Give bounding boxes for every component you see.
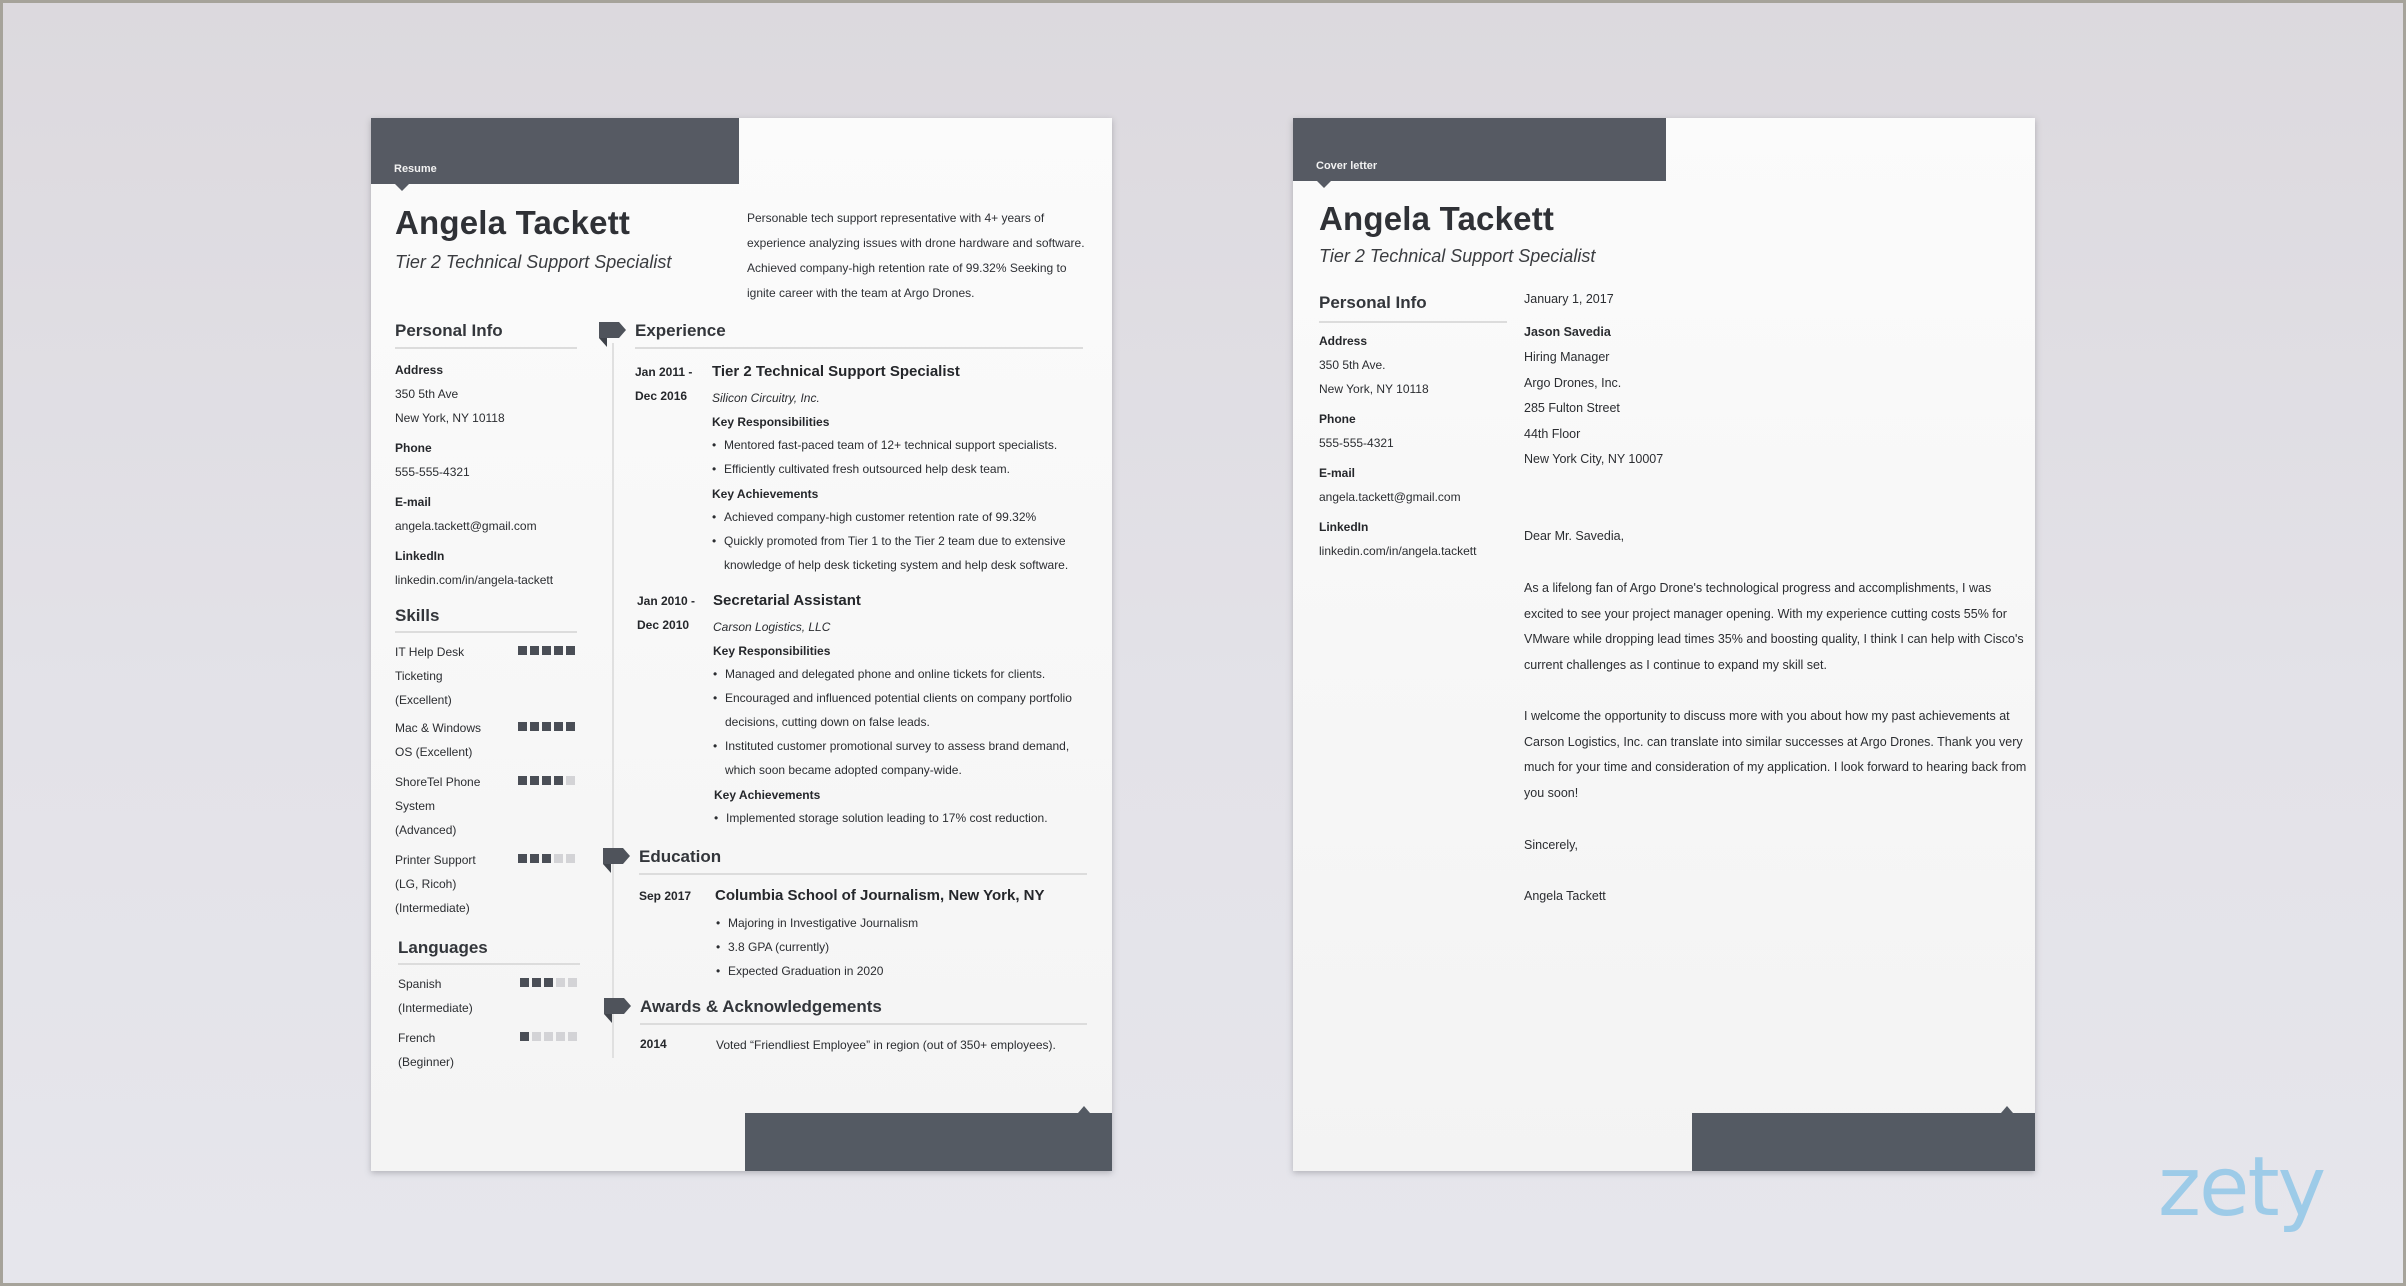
resume-page: [371, 118, 1112, 1171]
job-date-start: Jan 2011 -: [635, 365, 693, 379]
rating-dot-empty: [532, 1032, 541, 1041]
awards-heading: Awards & Acknowledgements: [640, 997, 882, 1016]
rating-dot-empty: [566, 854, 575, 863]
phone-value: 555-555-4321: [395, 465, 470, 479]
job-company: Silicon Circuitry, Inc.: [712, 391, 820, 405]
education-date: Sep 2017: [639, 889, 692, 903]
key-achievements-label: Key Achievements: [712, 487, 819, 501]
education-heading: Education: [639, 847, 722, 866]
email-value: angela.tackett@gmail.com: [1319, 490, 1461, 504]
recipient-city: New York City, NY 10007: [1524, 452, 1664, 466]
rating-dot-filled: [554, 646, 563, 655]
job-title: Secretarial Assistant: [713, 592, 861, 609]
bullet-item: • Achieved company-high customer retention rate of 99.32%: [712, 505, 1082, 529]
rating-dot-empty: [544, 1032, 553, 1041]
resume-summary: Personable tech support representative with 4+ years of experience analyzing issues with drone hardware and software. Achieved company-high retention rate of 99.32% Seeking to ignite career with the team at Argo Drones.: [747, 211, 1085, 300]
rating-dot-filled: [518, 776, 527, 785]
language-name: Spanish (Intermediate): [398, 977, 473, 1015]
cover-footer-bar: [1692, 1113, 2035, 1171]
bullet-item: • Encouraged and influenced potential clients on company portfolio decisions, cutting down on false leads.: [713, 686, 1089, 734]
timeline-line: [612, 343, 614, 1058]
address-line1: 350 5th Ave: [395, 387, 459, 401]
address-label: Address: [1319, 334, 1368, 348]
rating-dot-filled: [530, 646, 539, 655]
rating-dot-filled: [520, 1032, 529, 1041]
rating-dot-filled: [566, 646, 575, 655]
header-notch: [1317, 181, 1331, 188]
experience-heading: Experience: [635, 321, 726, 340]
letter-date: January 1, 2017: [1524, 292, 1614, 306]
letter-paragraph: I welcome the opportunity to discuss more with you about how my past achievements at Carson Logistics, Inc. can translate into similar successes at Argo Drones. Thank you very much for your time and consideration of my application. I look forward to hearing back from you soon!: [1524, 709, 2027, 800]
recipient-street: 285 Fulton Street: [1524, 401, 1620, 415]
skill-rating: [518, 646, 575, 655]
rating-dot-empty: [566, 776, 575, 785]
job-company: Carson Logistics, LLC: [713, 620, 831, 634]
bullet-item: • Implemented storage solution leading to 17% cost reduction.: [714, 806, 1084, 830]
rating-dot-filled: [530, 854, 539, 863]
letter-closing: Sincerely,: [1524, 838, 1578, 852]
bullet-item: • Efficiently cultivated fresh outsourced help desk team.: [712, 457, 1082, 481]
cover-letter-page: [1293, 118, 2035, 1171]
skill-name: ShoreTel Phone System (Advanced): [395, 775, 481, 837]
resume-job-title: Tier 2 Technical Support Specialist: [395, 252, 672, 272]
address-line1: 350 5th Ave.: [1319, 358, 1386, 372]
skill-name: Mac & Windows OS (Excellent): [395, 721, 482, 759]
bullet-item: • 3.8 GPA (currently): [716, 935, 1086, 959]
letter-paragraph: As a lifelong fan of Argo Drone's technological progress and accomplishments, I was excited to see your project manager opening. With my experience cutting costs 55% for VMware while dropping lead times 35% and boosting quality, I think I can help with Cisco's current challenges as I continue to expand my skill set.: [1524, 581, 2024, 672]
recipient-floor: 44th Floor: [1524, 427, 1581, 441]
skill-name: Printer Support (LG, Ricoh) (Intermediate): [395, 853, 476, 915]
rating-dot-filled: [554, 722, 563, 731]
personal-info-heading: Personal Info: [1319, 293, 1427, 312]
recipient-company: Argo Drones, Inc.: [1524, 376, 1622, 390]
bullet-item: • Mentored fast-paced team of 12+ technical support specialists.: [712, 433, 1082, 457]
job-title: Tier 2 Technical Support Specialist: [712, 363, 960, 380]
address-label: Address: [395, 363, 444, 377]
rating-dot-filled: [554, 776, 563, 785]
divider: [395, 347, 577, 349]
bullet-item: • Majoring in Investigative Journalism: [716, 911, 1086, 935]
job-date-end: Dec 2010: [637, 618, 690, 632]
section-flag-icon: [603, 848, 633, 876]
divider: [635, 347, 1083, 349]
rating-dot-filled: [518, 646, 527, 655]
divider: [1319, 321, 1507, 323]
linkedin-label: LinkedIn: [395, 549, 445, 563]
email-label: E-mail: [1319, 466, 1356, 480]
rating-dot-filled: [544, 978, 553, 987]
section-flag-icon: [599, 322, 629, 350]
cover-job-title: Tier 2 Technical Support Specialist: [1319, 246, 1596, 266]
rating-dot-filled: [542, 722, 551, 731]
address-line2: New York, NY 10118: [395, 411, 505, 425]
salutation: Dear Mr. Savedia,: [1524, 529, 1625, 543]
rating-dot-empty: [568, 978, 577, 987]
zety-logo: zety: [2158, 1140, 2325, 1235]
skill-rating: [518, 776, 575, 785]
bullet-item: • Managed and delegated phone and online tickets for clients.: [713, 662, 1083, 686]
rating-dot-empty: [556, 1032, 565, 1041]
phone-value: 555-555-4321: [1319, 436, 1394, 450]
key-responsibilities-label: Key Responsibilities: [713, 644, 831, 658]
email-label: E-mail: [395, 495, 432, 509]
language-name: French (Beginner): [398, 1031, 455, 1069]
personal-info-heading: Personal Info: [395, 321, 503, 340]
resume-tag: Resume: [394, 163, 437, 175]
divider: [640, 1023, 1087, 1025]
section-flag-icon: [604, 998, 634, 1026]
divider: [398, 963, 580, 965]
resume-header-bar: [371, 118, 739, 184]
rating-dot-filled: [518, 854, 527, 863]
cover-letter-tag: Cover letter: [1316, 160, 1378, 172]
school-name: Columbia School of Journalism, New York, NY: [715, 887, 1045, 904]
languages-heading: Languages: [398, 938, 488, 957]
job-date-start: Jan 2010 -: [637, 594, 696, 608]
rating-dot-filled: [532, 978, 541, 987]
cover-name: Angela Tackett: [1319, 200, 1555, 237]
skill-name: IT Help Desk Ticketing (Excellent): [395, 645, 465, 707]
linkedin-label: LinkedIn: [1319, 520, 1369, 534]
rating-dot-filled: [518, 722, 527, 731]
divider: [395, 631, 577, 633]
award-text: Voted “Friendliest Employee” in region (out of 350+ employees).: [716, 1038, 1056, 1052]
divider: [639, 873, 1087, 875]
rating-dot-filled: [542, 854, 551, 863]
rating-dot-filled: [530, 722, 539, 731]
skills-heading: Skills: [395, 606, 440, 625]
bullet-item: • Instituted customer promotional survey to assess brand demand, which soon became adopted company-wide.: [713, 734, 1089, 782]
phone-label: Phone: [1319, 412, 1356, 426]
language-rating: [520, 1032, 577, 1041]
language-rating: [520, 978, 577, 987]
key-achievements-label: Key Achievements: [714, 788, 821, 802]
header-notch: [395, 184, 409, 191]
bullet-item: • Quickly promoted from Tier 1 to the Tier 2 team due to extensive knowledge of help desk ticketing system and help desk software.: [712, 529, 1088, 577]
linkedin-value: linkedin.com/in/angela-tackett: [395, 573, 554, 587]
resume-name: Angela Tackett: [395, 204, 631, 241]
address-line2: New York, NY 10118: [1319, 382, 1429, 396]
rating-dot-empty: [554, 854, 563, 863]
rating-dot-empty: [556, 978, 565, 987]
footer-notch: [1078, 1106, 1090, 1113]
resume-footer-bar: [745, 1113, 1112, 1171]
rating-dot-filled: [542, 646, 551, 655]
letter-signature: Angela Tackett: [1524, 889, 1606, 903]
bullet-item: • Expected Graduation in 2020: [716, 959, 1086, 983]
recipient-role: Hiring Manager: [1524, 350, 1610, 364]
rating-dot-filled: [520, 978, 529, 987]
award-year: 2014: [640, 1037, 667, 1051]
key-responsibilities-label: Key Responsibilities: [712, 415, 830, 429]
cover-header-bar: [1293, 118, 1666, 181]
phone-label: Phone: [395, 441, 432, 455]
footer-notch: [2001, 1106, 2013, 1113]
job-date-end: Dec 2016: [635, 389, 688, 403]
rating-dot-empty: [568, 1032, 577, 1041]
email-value: angela.tackett@gmail.com: [395, 519, 537, 533]
linkedin-value: linkedin.com/in/angela.tackett: [1319, 544, 1477, 558]
skill-rating: [518, 854, 575, 863]
skill-rating: [518, 722, 575, 731]
rating-dot-filled: [566, 722, 575, 731]
recipient-name: Jason Savedia: [1524, 325, 1611, 339]
rating-dot-filled: [542, 776, 551, 785]
rating-dot-filled: [530, 776, 539, 785]
